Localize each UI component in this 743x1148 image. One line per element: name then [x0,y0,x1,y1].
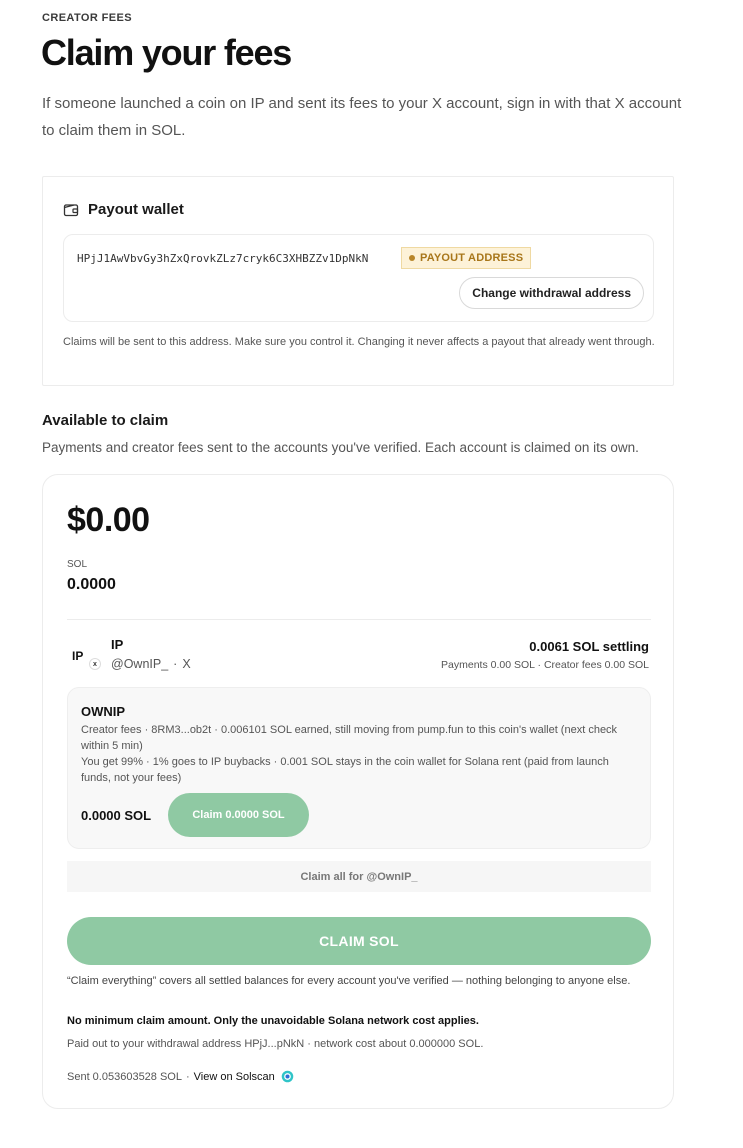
account-breakdown: Payments 0.00 SOL · Creator fees 0.00 SOL [441,659,649,671]
payout-address-badge [401,247,531,269]
wallet-icon [63,202,79,218]
coin-claim-button[interactable]: Claim 0.0000 SOL [168,793,309,837]
account-handle: @OwnIP_ [111,657,169,671]
page-subtitle: If someone launched a coin on IP and sent its fees to your X account, sign in with that X account to claim them in SOL. [42,95,682,139]
sol-total: 0.0000 [67,576,116,593]
payout-destination-note: Paid out to your withdrawal address HPjJ...pNkN · network cost about 0.000000 SOL. [67,1038,484,1050]
available-subtitle: Payments and creator fees sent to the accounts you've verified. Each account is claimed on its own. [42,440,639,455]
sent-separator: · [185,1070,190,1083]
account-handle-row [111,657,191,671]
claim-card [42,474,674,1109]
change-withdrawal-address-button[interactable]: Change withdrawal address [459,277,644,309]
account-avatar [72,649,100,673]
payout-address: HPjJ1AwVbvGy3hZxQrovkZLz7cryk6C3XHBZZv1DpNkN [77,252,369,265]
x-platform-icon: x [89,658,101,670]
claim-sol-button[interactable]: CLAIM SOL [67,917,651,965]
handle-separator: · [173,657,178,671]
coin-name: OWNIP [81,704,126,719]
payout-wallet-title: Payout wallet [88,201,184,218]
coin-fee-status: Creator fees · 8RM3...ob2t · 0.006101 SOL earned, still moving from pump.fun to this coin's wallet (next check within 5 min) [81,724,618,752]
usd-total: $0.00 [67,501,150,539]
account-settling: 0.0061 SOL settling [529,639,649,654]
badge-dot-icon [409,255,415,261]
payout-wallet-card [42,176,674,386]
coin-split-info: You get 99% · 1% goes to IP buybacks · 0.001 SOL stays in the coin wallet for Solana rent (paid from launch funds, not your fees) [81,756,609,784]
claim-everything-note: “Claim everything” covers all settled balances for every account you've verified — nothing belonging to anyone else. [67,975,631,987]
sent-amount: Sent 0.053603528 SOL [67,1070,182,1083]
page-eyebrow: CREATOR FEES [42,12,132,24]
account-name: IP [111,637,124,652]
coin-claim-box [67,687,651,849]
payout-address-box [63,234,654,322]
payout-wallet-header [63,201,184,218]
account-platform: X [182,657,191,671]
sol-label: SOL [67,559,88,570]
sent-transaction-row [67,1070,294,1083]
available-title: Available to claim [42,412,169,429]
claim-all-button[interactable]: Claim all for @OwnIP_ [67,861,651,892]
minimum-claim-note: No minimum claim amount. Only the unavoidable Solana network cost applies. [67,1015,479,1027]
coin-claim-amount: 0.0000 SOL [81,808,152,823]
page-title: Claim your fees [41,32,292,73]
account-avatar-text: IP [72,649,84,663]
payout-wallet-note: Claims will be sent to this address. Make sure you control it. Changing it never affects a payout that already went through. [63,336,655,348]
badge-label: PAYOUT ADDRESS [420,252,524,264]
divider [67,619,651,620]
solscan-icon[interactable] [281,1070,294,1083]
view-on-solscan-link[interactable]: View on Solscan [193,1070,275,1083]
